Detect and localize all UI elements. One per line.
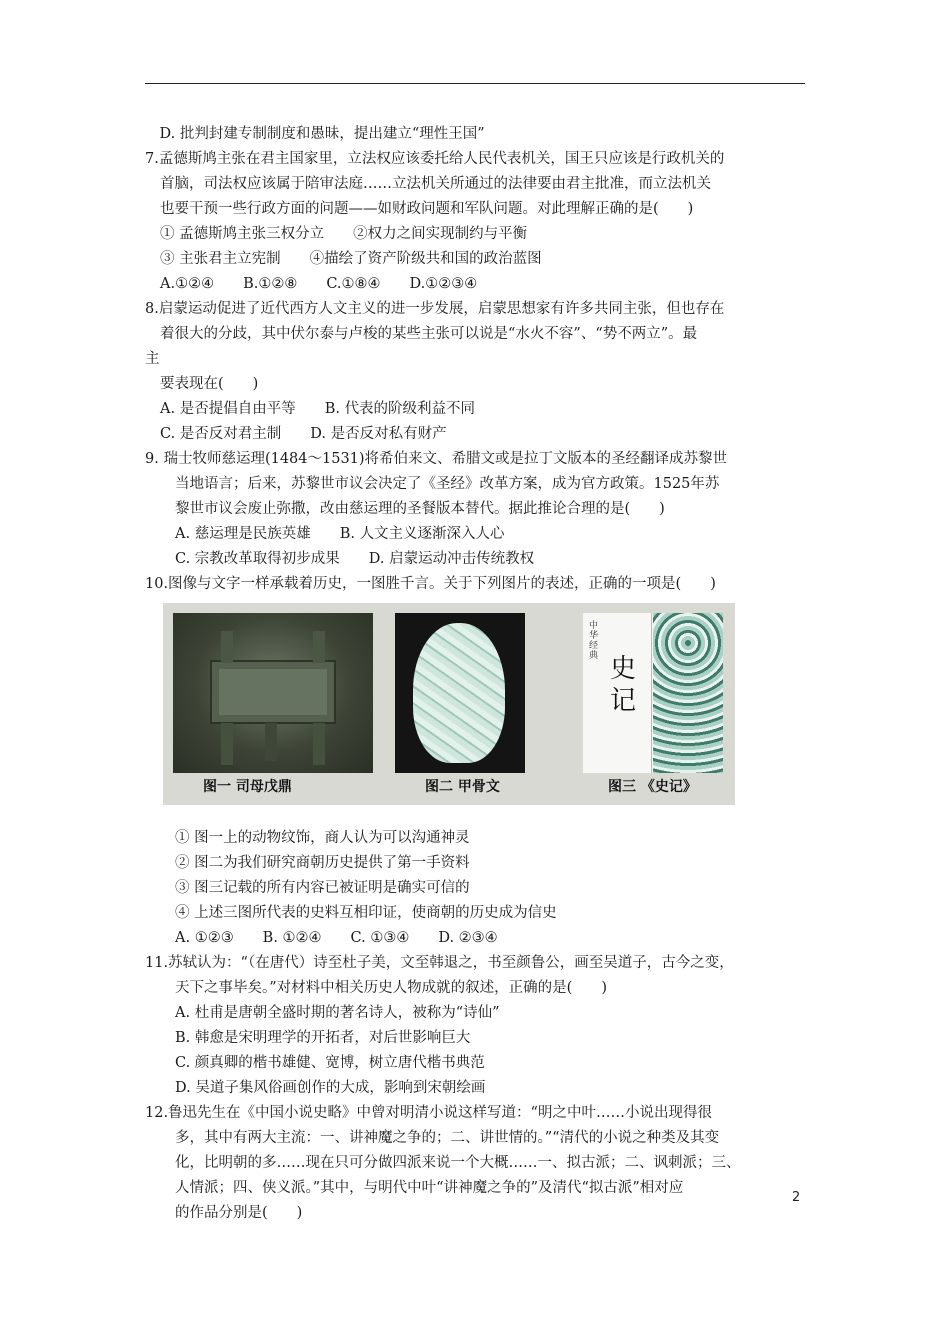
- bronze-ding-icon: [173, 613, 373, 773]
- text-line: 化，比明朝的多……现在只可分做四派来说一个大概……一、拟古派；二、讽刺派；三、: [175, 1155, 741, 1171]
- text-line: 黎世市议会废止弥撒，改由慈运理的圣餐版本替代。据此推论合理的是( ): [175, 501, 665, 517]
- question-block-7-10: [145, 122, 810, 597]
- figure-caption-3: 图三 《史记》: [608, 779, 697, 795]
- text-line: C. 宗教改革取得初步成果 D. 启蒙运动冲击传统教权: [175, 551, 535, 567]
- question-block-10-12: [145, 826, 810, 1226]
- shiji-book-image: [583, 613, 723, 773]
- text-line: 要表现在( ): [160, 376, 259, 392]
- text-line: 11.苏轼认为：“（在唐代）诗至杜子美，文至韩退之，书至颜鲁公，画至吴道子，古今之变，: [145, 955, 734, 971]
- text-line: C. 颜真卿的楷书雄健、宽博，树立唐代楷书典范: [175, 1055, 485, 1071]
- text-line: 人情派；四、侠义派。”其中，与明代中叶“讲神魔之争的”及清代“拟古派”相对应: [175, 1180, 684, 1196]
- text-line: ③ 主张君主立宪制 ④描绘了资产阶级共和国的政治蓝图: [160, 251, 542, 267]
- text-line: ① 图一上的动物纹饰，商人认为可以沟通神灵: [175, 830, 470, 846]
- text-line: ① 孟德斯鸠主张三权分立 ②权力之间实现制约与平衡: [160, 226, 528, 242]
- text-line: A. ①②③ B. ①②④ C. ①③④ D. ②③④: [175, 930, 498, 946]
- text-line: B. 韩愈是宋明理学的开拓者，对后世影响巨大: [175, 1030, 471, 1046]
- text-line: 12.鲁迅先生在《中国小说史略》中曾对明清小说这样写道：“明之中叶……小说出现得很: [145, 1105, 712, 1121]
- document-body: [145, 122, 810, 1226]
- oracle-bone-image: [395, 613, 525, 773]
- page-number: 2: [792, 1190, 801, 1205]
- text-line: A. 慈运理是民族英雄 B. 人文主义逐渐深入人心: [175, 526, 505, 542]
- text-line: ③ 图三记载的所有内容已被证明是确实可信的: [175, 880, 470, 896]
- oracle-bone-icon: [413, 623, 505, 763]
- text-line: A. 杜甫是唐朝全盛时期的著名诗人，被称为“诗仙”: [175, 1005, 500, 1021]
- text-line: 9. 瑞士牧师慈运理(1484～1531)将希伯来文、希腊文或是拉丁文版本的圣经翻译成苏黎世: [145, 451, 728, 467]
- book-cover: [583, 613, 652, 773]
- figure-row: [145, 603, 810, 818]
- text-line: 首脑，司法权应该属于陪审法庭……立法机关所通过的法律要由君主批准，而立法机关: [160, 176, 711, 192]
- text-line: 当地语言；后来，苏黎世市议会决定了《圣经》改革方案，成为官方政策。1525年苏: [175, 476, 720, 492]
- text-line: A.①②④ B.①②⑧ C.①⑧④ D.①②③④: [160, 276, 478, 292]
- ding-vessel-image: [173, 613, 373, 773]
- text-line: 10.图像与文字一样承载着历史，一图胜千言。关于下列图片的表述，正确的一项是( ): [145, 576, 716, 592]
- text-line: 着很大的分歧，其中伏尔泰与卢梭的某些主张可以说是“水火不容”、“势不两立”。最: [160, 326, 698, 342]
- text-line: 多，其中有两大主流：一、讲神魔之争的；二、讲世情的。”“清代的小说之种类及其变: [175, 1130, 720, 1146]
- text-line: 的作品分别是( ): [175, 1205, 303, 1221]
- text-line: D. 吴道子集风俗画创作的大成，影响到宋朝绘画: [175, 1080, 486, 1096]
- figure-caption-2: 图二 甲骨文: [425, 779, 500, 795]
- text-line: C. 是否反对君主制 D. 是否反对私有财产: [160, 426, 447, 442]
- book-pattern: [653, 613, 723, 773]
- text-line: 8.启蒙运动促进了近代西方人文主义的进一步发展，启蒙思想家有许多共同主张，但也存在: [145, 301, 725, 317]
- text-line: A. 是否提倡自由平等 B. 代表的阶级利益不同: [160, 401, 476, 417]
- book-title: 史记: [609, 654, 636, 716]
- text-line: 天下之事毕矣。”对材料中相关历史人物成就的叙述，正确的是( ): [175, 980, 607, 996]
- book-spine-text: 中华经典: [589, 621, 599, 661]
- text-line: 也要干预一些行政方面的问题——如财政问题和军队问题。对此理解正确的是( ): [160, 201, 694, 217]
- text-line: D. 批判封建专制制度和愚昧，提出建立“理性王国”: [145, 126, 485, 142]
- text-line: ② 图二为我们研究商朝历史提供了第一手资料: [175, 855, 470, 871]
- header-rule: [145, 83, 805, 84]
- text-line: 7.孟德斯鸠主张在君主国家里，立法权应该委托给人民代表机关，国王只应该是行政机关的: [145, 151, 725, 167]
- text-line: 主: [145, 351, 160, 367]
- image-strip: [163, 603, 735, 805]
- figure-caption-1: 图一 司母戊鼎: [203, 779, 292, 795]
- text-line: ④ 上述三图所代表的史料互相印证，使商朝的历史成为信史: [175, 905, 557, 921]
